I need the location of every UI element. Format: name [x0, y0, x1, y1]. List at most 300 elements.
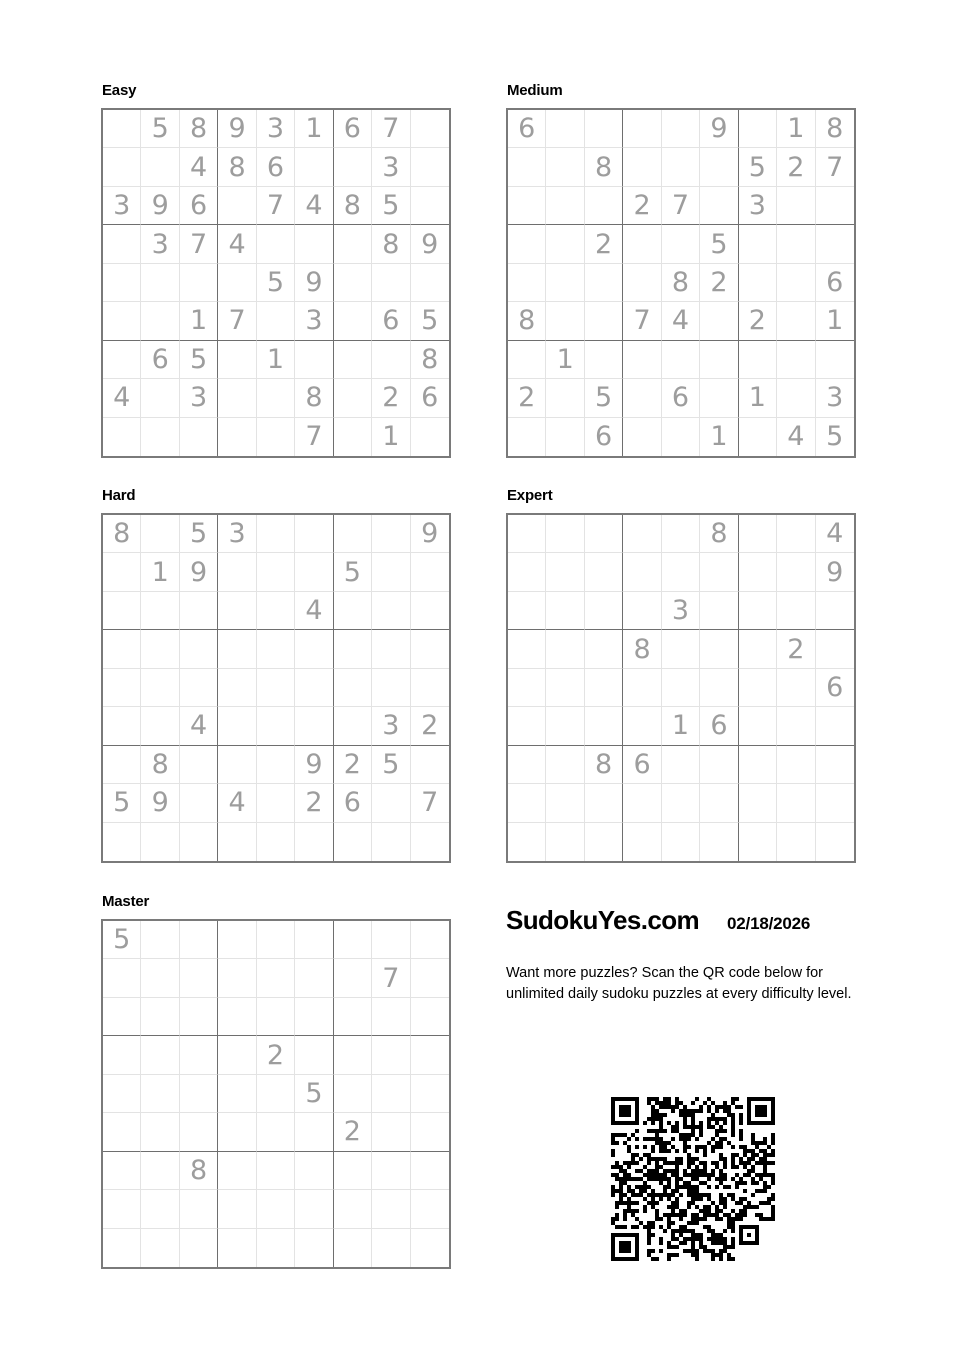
sudoku-empty-cell[interactable] [103, 553, 141, 591]
sudoku-empty-cell[interactable] [700, 553, 738, 591]
sudoku-empty-cell[interactable] [103, 669, 141, 707]
sudoku-empty-cell[interactable] [662, 630, 700, 668]
sudoku-given-cell[interactable]: 3 [141, 225, 179, 263]
sudoku-given-cell[interactable]: 3 [662, 592, 700, 630]
sudoku-empty-cell[interactable] [334, 515, 372, 553]
sudoku-empty-cell[interactable] [546, 264, 584, 302]
sudoku-empty-cell[interactable] [739, 630, 777, 668]
sudoku-given-cell[interactable]: 5 [700, 225, 738, 263]
sudoku-empty-cell[interactable] [816, 341, 854, 379]
sudoku-empty-cell[interactable] [700, 302, 738, 340]
sudoku-given-cell[interactable]: 1 [739, 379, 777, 417]
sudoku-empty-cell[interactable] [508, 630, 546, 668]
sudoku-empty-cell[interactable] [141, 959, 179, 997]
sudoku-empty-cell[interactable] [103, 1229, 141, 1267]
sudoku-empty-cell[interactable] [739, 669, 777, 707]
sudoku-empty-cell[interactable] [218, 1229, 256, 1267]
sudoku-empty-cell[interactable] [662, 148, 700, 186]
sudoku-given-cell[interactable]: 6 [411, 379, 449, 417]
sudoku-empty-cell[interactable] [777, 515, 815, 553]
sudoku-empty-cell[interactable] [218, 341, 256, 379]
sudoku-empty-cell[interactable] [623, 592, 661, 630]
sudoku-empty-cell[interactable] [334, 1075, 372, 1113]
sudoku-empty-cell[interactable] [334, 669, 372, 707]
sudoku-given-cell[interactable]: 8 [585, 148, 623, 186]
sudoku-empty-cell[interactable] [372, 998, 410, 1036]
sudoku-empty-cell[interactable] [103, 264, 141, 302]
sudoku-empty-cell[interactable] [585, 592, 623, 630]
sudoku-given-cell[interactable]: 3 [218, 515, 256, 553]
sudoku-empty-cell[interactable] [295, 669, 333, 707]
sudoku-empty-cell[interactable] [295, 225, 333, 263]
sudoku-empty-cell[interactable] [218, 630, 256, 668]
sudoku-empty-cell[interactable] [257, 379, 295, 417]
sudoku-empty-cell[interactable] [218, 921, 256, 959]
sudoku-empty-cell[interactable] [546, 630, 584, 668]
sudoku-empty-cell[interactable] [334, 341, 372, 379]
sudoku-empty-cell[interactable] [508, 553, 546, 591]
sudoku-empty-cell[interactable] [816, 630, 854, 668]
sudoku-empty-cell[interactable] [103, 1190, 141, 1228]
sudoku-given-cell[interactable]: 6 [508, 110, 546, 148]
sudoku-given-cell[interactable]: 4 [816, 515, 854, 553]
sudoku-given-cell[interactable]: 2 [411, 707, 449, 745]
sudoku-empty-cell[interactable] [372, 1152, 410, 1190]
sudoku-given-cell[interactable]: 9 [700, 110, 738, 148]
sudoku-empty-cell[interactable] [257, 921, 295, 959]
sudoku-empty-cell[interactable] [662, 515, 700, 553]
sudoku-empty-cell[interactable] [546, 379, 584, 417]
sudoku-empty-cell[interactable] [103, 1036, 141, 1074]
sudoku-empty-cell[interactable] [103, 592, 141, 630]
qr-code-icon[interactable] [611, 1097, 775, 1261]
sudoku-empty-cell[interactable] [623, 553, 661, 591]
sudoku-empty-cell[interactable] [546, 746, 584, 784]
sudoku-empty-cell[interactable] [334, 707, 372, 745]
sudoku-given-cell[interactable]: 2 [508, 379, 546, 417]
sudoku-empty-cell[interactable] [218, 592, 256, 630]
sudoku-empty-cell[interactable] [777, 264, 815, 302]
sudoku-given-cell[interactable]: 6 [623, 746, 661, 784]
sudoku-given-cell[interactable]: 9 [411, 515, 449, 553]
sudoku-given-cell[interactable]: 5 [103, 784, 141, 822]
sudoku-grid-easy[interactable] [101, 108, 451, 458]
sudoku-given-cell[interactable]: 6 [372, 302, 410, 340]
sudoku-empty-cell[interactable] [334, 959, 372, 997]
sudoku-empty-cell[interactable] [295, 1152, 333, 1190]
sudoku-empty-cell[interactable] [257, 553, 295, 591]
sudoku-empty-cell[interactable] [334, 379, 372, 417]
sudoku-given-cell[interactable]: 5 [372, 746, 410, 784]
sudoku-empty-cell[interactable] [372, 669, 410, 707]
sudoku-empty-cell[interactable] [295, 1113, 333, 1151]
sudoku-empty-cell[interactable] [141, 823, 179, 861]
sudoku-empty-cell[interactable] [739, 823, 777, 861]
sudoku-empty-cell[interactable] [777, 187, 815, 225]
sudoku-given-cell[interactable]: 5 [257, 264, 295, 302]
sudoku-empty-cell[interactable] [141, 630, 179, 668]
sudoku-given-cell[interactable]: 5 [585, 379, 623, 417]
sudoku-empty-cell[interactable] [257, 1152, 295, 1190]
sudoku-empty-cell[interactable] [180, 1113, 218, 1151]
sudoku-empty-cell[interactable] [739, 225, 777, 263]
sudoku-given-cell[interactable]: 6 [816, 264, 854, 302]
sudoku-empty-cell[interactable] [411, 264, 449, 302]
sudoku-empty-cell[interactable] [257, 1075, 295, 1113]
sudoku-empty-cell[interactable] [777, 707, 815, 745]
sudoku-empty-cell[interactable] [141, 921, 179, 959]
sudoku-empty-cell[interactable] [662, 225, 700, 263]
sudoku-empty-cell[interactable] [180, 630, 218, 668]
sudoku-empty-cell[interactable] [141, 1229, 179, 1267]
sudoku-empty-cell[interactable] [372, 264, 410, 302]
sudoku-empty-cell[interactable] [180, 1036, 218, 1074]
sudoku-given-cell[interactable]: 6 [334, 784, 372, 822]
sudoku-given-cell[interactable]: 7 [257, 187, 295, 225]
sudoku-given-cell[interactable]: 9 [141, 187, 179, 225]
sudoku-given-cell[interactable]: 8 [662, 264, 700, 302]
sudoku-empty-cell[interactable] [295, 921, 333, 959]
sudoku-empty-cell[interactable] [103, 110, 141, 148]
sudoku-empty-cell[interactable] [739, 707, 777, 745]
sudoku-empty-cell[interactable] [623, 341, 661, 379]
sudoku-given-cell[interactable]: 3 [103, 187, 141, 225]
sudoku-empty-cell[interactable] [546, 225, 584, 263]
sudoku-empty-cell[interactable] [372, 1229, 410, 1267]
sudoku-empty-cell[interactable] [103, 959, 141, 997]
sudoku-empty-cell[interactable] [295, 823, 333, 861]
sudoku-empty-cell[interactable] [739, 341, 777, 379]
sudoku-empty-cell[interactable] [411, 630, 449, 668]
sudoku-empty-cell[interactable] [700, 148, 738, 186]
sudoku-given-cell[interactable]: 7 [623, 302, 661, 340]
sudoku-empty-cell[interactable] [218, 669, 256, 707]
sudoku-empty-cell[interactable] [334, 630, 372, 668]
sudoku-given-cell[interactable]: 5 [103, 921, 141, 959]
sudoku-empty-cell[interactable] [623, 707, 661, 745]
sudoku-empty-cell[interactable] [218, 1190, 256, 1228]
sudoku-empty-cell[interactable] [103, 998, 141, 1036]
sudoku-empty-cell[interactable] [585, 187, 623, 225]
sudoku-empty-cell[interactable] [334, 264, 372, 302]
sudoku-empty-cell[interactable] [334, 225, 372, 263]
sudoku-empty-cell[interactable] [585, 515, 623, 553]
sudoku-given-cell[interactable]: 2 [372, 379, 410, 417]
sudoku-given-cell[interactable]: 5 [826, 421, 844, 453]
sudoku-empty-cell[interactable] [662, 110, 700, 148]
sudoku-empty-cell[interactable] [739, 110, 777, 148]
sudoku-empty-cell[interactable] [257, 784, 295, 822]
sudoku-empty-cell[interactable] [546, 669, 584, 707]
sudoku-empty-cell[interactable] [739, 418, 777, 456]
sudoku-empty-cell[interactable] [372, 1036, 410, 1074]
sudoku-empty-cell[interactable] [141, 707, 179, 745]
sudoku-given-cell[interactable]: 3 [257, 110, 295, 148]
sudoku-empty-cell[interactable] [180, 592, 218, 630]
sudoku-empty-cell[interactable] [411, 553, 449, 591]
sudoku-empty-cell[interactable] [218, 418, 256, 456]
sudoku-empty-cell[interactable] [180, 959, 218, 997]
sudoku-empty-cell[interactable] [334, 1152, 372, 1190]
sudoku-empty-cell[interactable] [180, 669, 218, 707]
sudoku-empty-cell[interactable] [372, 592, 410, 630]
sudoku-empty-cell[interactable] [662, 669, 700, 707]
sudoku-given-cell[interactable]: 4 [180, 707, 218, 745]
sudoku-empty-cell[interactable] [662, 418, 700, 456]
sudoku-empty-cell[interactable] [623, 379, 661, 417]
sudoku-empty-cell[interactable] [103, 225, 141, 263]
sudoku-empty-cell[interactable] [295, 1229, 333, 1267]
sudoku-empty-cell[interactable] [508, 746, 546, 784]
sudoku-given-cell[interactable]: 7 [295, 418, 333, 456]
sudoku-empty-cell[interactable] [218, 823, 256, 861]
sudoku-empty-cell[interactable] [700, 592, 738, 630]
sudoku-empty-cell[interactable] [411, 1229, 449, 1267]
sudoku-empty-cell[interactable] [334, 1190, 372, 1228]
sudoku-given-cell[interactable]: 2 [334, 1113, 372, 1151]
sudoku-given-cell[interactable]: 8 [218, 148, 256, 186]
sudoku-empty-cell[interactable] [777, 669, 815, 707]
sudoku-given-cell[interactable]: 8 [334, 187, 372, 225]
sudoku-empty-cell[interactable] [816, 784, 854, 822]
sudoku-empty-cell[interactable] [700, 341, 738, 379]
sudoku-given-cell[interactable]: 4 [777, 418, 815, 456]
sudoku-empty-cell[interactable] [700, 746, 738, 784]
sudoku-given-cell[interactable]: 7 [816, 148, 854, 186]
sudoku-empty-cell[interactable] [777, 592, 815, 630]
sudoku-given-cell[interactable]: 4 [103, 379, 141, 417]
sudoku-grid-expert[interactable] [506, 513, 856, 863]
sudoku-grid-hard[interactable] [101, 513, 451, 863]
sudoku-empty-cell[interactable] [257, 707, 295, 745]
sudoku-empty-cell[interactable] [662, 823, 700, 861]
sudoku-empty-cell[interactable] [508, 148, 546, 186]
sudoku-empty-cell[interactable] [546, 515, 584, 553]
sudoku-empty-cell[interactable] [180, 823, 218, 861]
sudoku-empty-cell[interactable] [218, 746, 256, 784]
sudoku-empty-cell[interactable] [141, 1190, 179, 1228]
sudoku-empty-cell[interactable] [334, 148, 372, 186]
sudoku-empty-cell[interactable] [777, 784, 815, 822]
sudoku-given-cell[interactable]: 6 [141, 341, 179, 379]
sudoku-empty-cell[interactable] [372, 630, 410, 668]
sudoku-empty-cell[interactable] [141, 418, 179, 456]
sudoku-empty-cell[interactable] [662, 784, 700, 822]
sudoku-given-cell[interactable]: 1 [816, 302, 854, 340]
sudoku-empty-cell[interactable] [180, 1075, 218, 1113]
sudoku-given-cell[interactable]: 8 [372, 225, 410, 263]
sudoku-grid-master[interactable] [101, 919, 451, 1269]
sudoku-empty-cell[interactable] [411, 187, 449, 225]
sudoku-given-cell[interactable]: 3 [739, 187, 777, 225]
sudoku-given-cell[interactable]: 6 [334, 110, 372, 148]
sudoku-given-cell[interactable]: 1 [700, 418, 738, 456]
sudoku-given-cell[interactable]: 8 [180, 1152, 218, 1190]
sudoku-given-cell[interactable]: 9 [816, 553, 854, 591]
sudoku-empty-cell[interactable] [295, 553, 333, 591]
sudoku-empty-cell[interactable] [218, 264, 256, 302]
sudoku-empty-cell[interactable] [739, 515, 777, 553]
sudoku-empty-cell[interactable] [103, 707, 141, 745]
sudoku-empty-cell[interactable] [411, 998, 449, 1036]
sudoku-given-cell[interactable]: 8 [623, 630, 661, 668]
sudoku-empty-cell[interactable] [777, 341, 815, 379]
sudoku-empty-cell[interactable] [372, 341, 410, 379]
sudoku-empty-cell[interactable] [508, 784, 546, 822]
sudoku-given-cell[interactable]: 8 [295, 379, 333, 417]
sudoku-empty-cell[interactable] [103, 418, 141, 456]
sudoku-empty-cell[interactable] [585, 669, 623, 707]
sudoku-empty-cell[interactable] [585, 110, 623, 148]
sudoku-grid-medium[interactable] [506, 108, 856, 458]
sudoku-empty-cell[interactable] [372, 784, 410, 822]
sudoku-given-cell[interactable]: 9 [295, 746, 333, 784]
sudoku-empty-cell[interactable] [777, 379, 815, 417]
sudoku-empty-cell[interactable] [257, 225, 295, 263]
sudoku-empty-cell[interactable] [295, 1190, 333, 1228]
sudoku-empty-cell[interactable] [295, 515, 333, 553]
sudoku-empty-cell[interactable] [508, 515, 546, 553]
sudoku-empty-cell[interactable] [257, 418, 295, 456]
sudoku-empty-cell[interactable] [623, 148, 661, 186]
sudoku-empty-cell[interactable] [700, 630, 738, 668]
sudoku-given-cell[interactable]: 6 [816, 669, 854, 707]
sudoku-empty-cell[interactable] [141, 1113, 179, 1151]
sudoku-empty-cell[interactable] [103, 823, 141, 861]
sudoku-empty-cell[interactable] [546, 592, 584, 630]
sudoku-given-cell[interactable]: 8 [816, 110, 854, 148]
sudoku-empty-cell[interactable] [546, 148, 584, 186]
sudoku-empty-cell[interactable] [141, 592, 179, 630]
sudoku-empty-cell[interactable] [180, 746, 218, 784]
sudoku-empty-cell[interactable] [662, 341, 700, 379]
sudoku-empty-cell[interactable] [180, 1229, 218, 1267]
sudoku-given-cell[interactable]: 1 [372, 418, 410, 456]
sudoku-empty-cell[interactable] [257, 998, 295, 1036]
sudoku-empty-cell[interactable] [103, 746, 141, 784]
sudoku-empty-cell[interactable] [623, 784, 661, 822]
sudoku-given-cell[interactable]: 5 [411, 302, 449, 340]
sudoku-empty-cell[interactable] [739, 592, 777, 630]
sudoku-given-cell[interactable]: 2 [777, 630, 815, 668]
sudoku-empty-cell[interactable] [295, 1036, 333, 1074]
sudoku-empty-cell[interactable] [411, 592, 449, 630]
sudoku-given-cell[interactable]: 8 [103, 515, 141, 553]
sudoku-empty-cell[interactable] [218, 1075, 256, 1113]
sudoku-given-cell[interactable]: 5 [739, 148, 777, 186]
sudoku-empty-cell[interactable] [700, 784, 738, 822]
sudoku-empty-cell[interactable] [816, 823, 854, 861]
sudoku-empty-cell[interactable] [508, 823, 546, 861]
sudoku-empty-cell[interactable] [218, 379, 256, 417]
sudoku-empty-cell[interactable] [585, 784, 623, 822]
sudoku-empty-cell[interactable] [295, 998, 333, 1036]
sudoku-empty-cell[interactable] [218, 187, 256, 225]
sudoku-empty-cell[interactable] [546, 553, 584, 591]
sudoku-given-cell[interactable]: 3 [372, 707, 410, 745]
sudoku-empty-cell[interactable] [257, 302, 295, 340]
sudoku-empty-cell[interactable] [700, 379, 738, 417]
sudoku-empty-cell[interactable] [257, 592, 295, 630]
sudoku-given-cell[interactable]: 1 [546, 341, 584, 379]
sudoku-given-cell[interactable]: 8 [508, 302, 546, 340]
sudoku-empty-cell[interactable] [546, 707, 584, 745]
sudoku-given-cell[interactable]: 1 [662, 707, 700, 745]
sudoku-given-cell[interactable]: 7 [372, 110, 410, 148]
qr-code-wrapper[interactable] [611, 1097, 775, 1261]
sudoku-empty-cell[interactable] [411, 1113, 449, 1151]
sudoku-empty-cell[interactable] [585, 302, 623, 340]
sudoku-empty-cell[interactable] [257, 823, 295, 861]
sudoku-given-cell[interactable]: 1 [295, 110, 333, 148]
sudoku-given-cell[interactable]: 1 [777, 110, 815, 148]
sudoku-empty-cell[interactable] [816, 746, 854, 784]
sudoku-given-cell[interactable]: 5 [334, 553, 372, 591]
sudoku-empty-cell[interactable] [372, 1113, 410, 1151]
sudoku-empty-cell[interactable] [257, 515, 295, 553]
sudoku-empty-cell[interactable] [739, 784, 777, 822]
sudoku-empty-cell[interactable] [662, 553, 700, 591]
sudoku-empty-cell[interactable] [180, 1190, 218, 1228]
sudoku-empty-cell[interactable] [411, 418, 449, 456]
sudoku-empty-cell[interactable] [585, 341, 623, 379]
sudoku-empty-cell[interactable] [372, 553, 410, 591]
sudoku-given-cell[interactable]: 8 [411, 341, 449, 379]
sudoku-given-cell[interactable]: 6 [700, 707, 738, 745]
sudoku-empty-cell[interactable] [623, 669, 661, 707]
sudoku-given-cell[interactable]: 6 [180, 187, 218, 225]
sudoku-given-cell[interactable]: 4 [218, 784, 256, 822]
sudoku-empty-cell[interactable] [180, 264, 218, 302]
sudoku-given-cell[interactable]: 3 [295, 302, 333, 340]
sudoku-empty-cell[interactable] [141, 148, 179, 186]
sudoku-empty-cell[interactable] [180, 784, 218, 822]
sudoku-empty-cell[interactable] [546, 823, 584, 861]
sudoku-empty-cell[interactable] [777, 746, 815, 784]
sudoku-given-cell[interactable]: 2 [739, 302, 777, 340]
sudoku-empty-cell[interactable] [546, 110, 584, 148]
sudoku-empty-cell[interactable] [218, 1036, 256, 1074]
sudoku-empty-cell[interactable] [623, 264, 661, 302]
sudoku-given-cell[interactable]: 5 [180, 341, 218, 379]
sudoku-empty-cell[interactable] [585, 630, 623, 668]
sudoku-empty-cell[interactable] [141, 302, 179, 340]
sudoku-empty-cell[interactable] [816, 187, 854, 225]
sudoku-empty-cell[interactable] [218, 1113, 256, 1151]
sudoku-empty-cell[interactable] [411, 823, 449, 861]
sudoku-empty-cell[interactable] [141, 998, 179, 1036]
sudoku-given-cell[interactable]: 7 [662, 187, 700, 225]
sudoku-empty-cell[interactable] [623, 225, 661, 263]
sudoku-empty-cell[interactable] [141, 1036, 179, 1074]
sudoku-given-cell[interactable]: 3 [180, 379, 218, 417]
sudoku-empty-cell[interactable] [411, 1190, 449, 1228]
sudoku-empty-cell[interactable] [411, 746, 449, 784]
sudoku-empty-cell[interactable] [508, 592, 546, 630]
sudoku-given-cell[interactable]: 1 [257, 341, 295, 379]
sudoku-empty-cell[interactable] [141, 379, 179, 417]
sudoku-empty-cell[interactable] [257, 746, 295, 784]
sudoku-empty-cell[interactable] [700, 187, 738, 225]
sudoku-empty-cell[interactable] [103, 1152, 141, 1190]
sudoku-empty-cell[interactable] [218, 959, 256, 997]
sudoku-empty-cell[interactable] [777, 302, 815, 340]
sudoku-given-cell[interactable]: 2 [700, 264, 738, 302]
sudoku-given-cell[interactable]: 6 [257, 148, 295, 186]
sudoku-empty-cell[interactable] [700, 823, 738, 861]
sudoku-given-cell[interactable]: 9 [141, 784, 179, 822]
sudoku-empty-cell[interactable] [411, 110, 449, 148]
